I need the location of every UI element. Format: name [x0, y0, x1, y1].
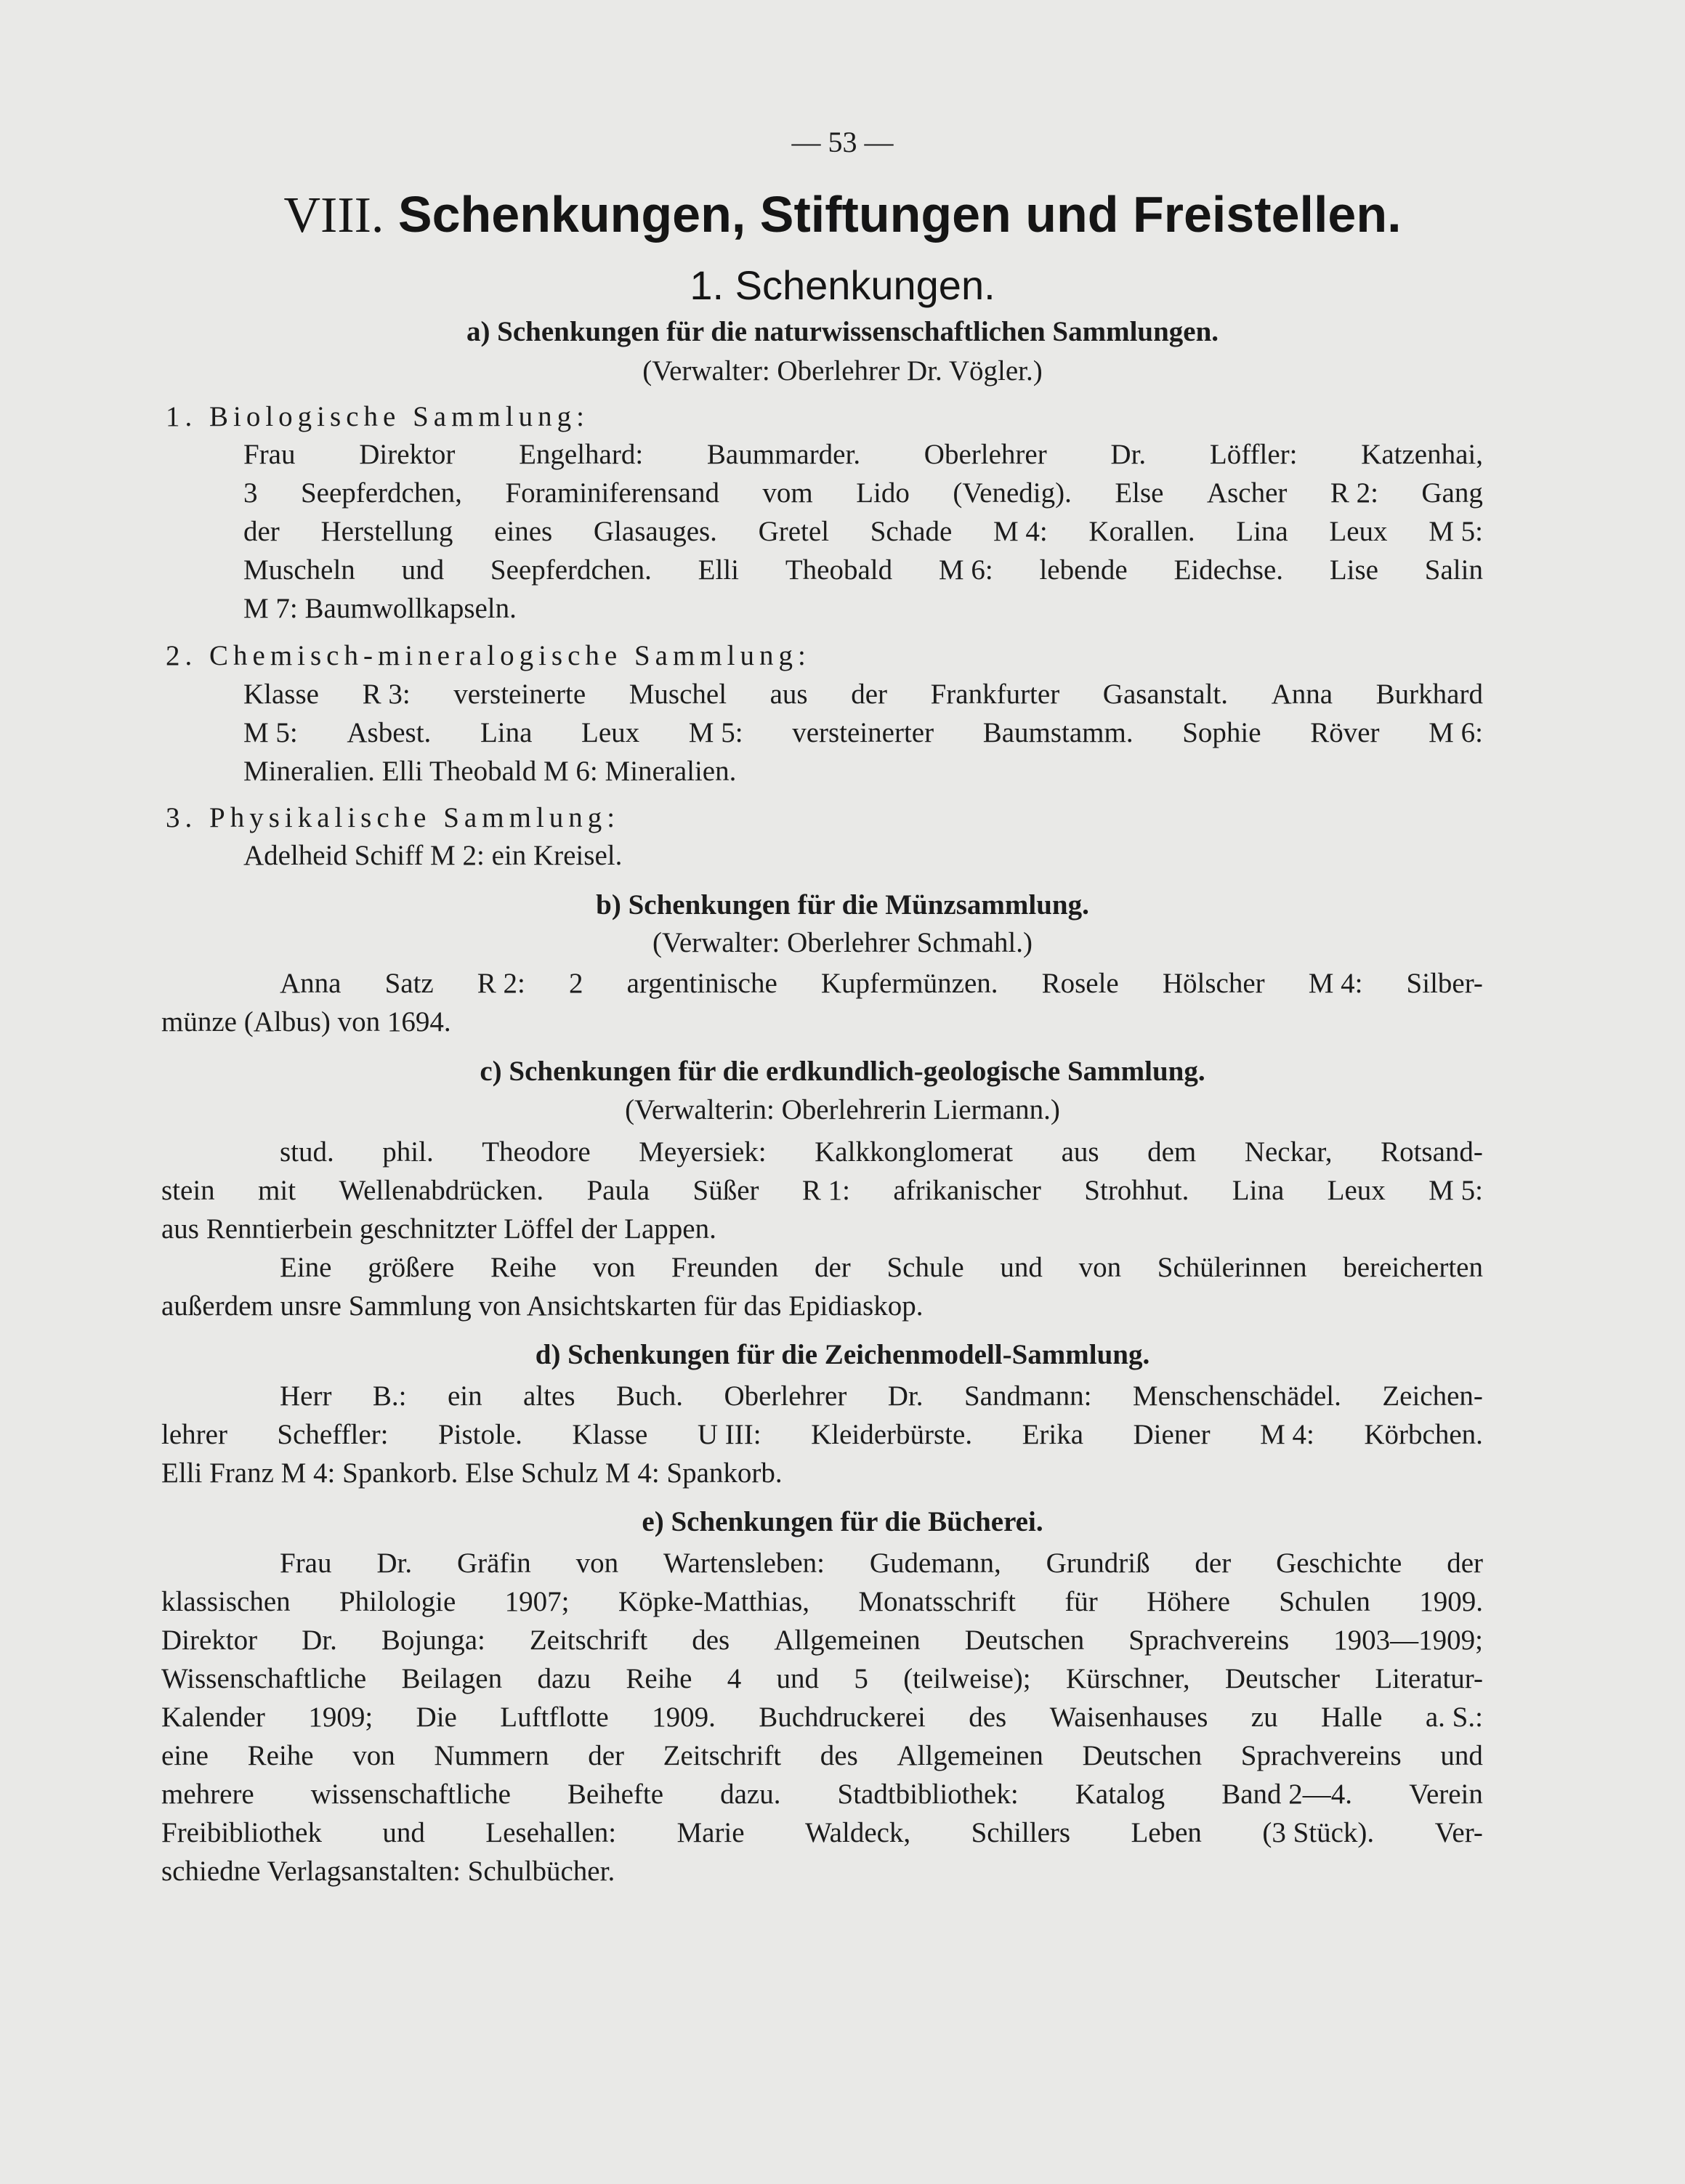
word: Anna [280, 968, 342, 999]
word: klassischen [161, 1586, 291, 1617]
word: Engelhard: [519, 439, 644, 470]
word: Silber- [1406, 968, 1483, 999]
page-number: — 53 — [791, 126, 894, 158]
word: des [969, 1702, 1007, 1733]
word: Kalkkonglomerat [815, 1136, 1014, 1168]
word: Deutschen [1082, 1740, 1203, 1771]
word: 5 [854, 1663, 868, 1694]
word: U III: [697, 1419, 761, 1450]
text-line [161, 1583, 1483, 1621]
word: Beihefte [567, 1779, 664, 1810]
word: Nummern [434, 1740, 549, 1771]
word: Leux [1329, 516, 1388, 547]
word: Buch. [615, 1380, 684, 1412]
word: stein [161, 1175, 215, 1206]
word: Else [1115, 477, 1164, 509]
word: Reihe [247, 1740, 314, 1771]
text-line: Mineralien. Elli Theobald M 6: Mineralien. [243, 756, 737, 787]
word: Diener [1133, 1419, 1211, 1450]
text-line [161, 1776, 1483, 1813]
word: Gudemann, [869, 1548, 1001, 1579]
word: Klasse [243, 679, 319, 710]
word: Kupfermünzen. [820, 968, 998, 999]
word: Halle [1320, 1702, 1383, 1733]
subsection-heading-b: b) Schenkungen für die Münzsammlung. [596, 889, 1089, 921]
text-line: außerdem unsre Sammlung von Ansichtskarten für das Epidiaskop. [161, 1290, 924, 1322]
word: mehrere [161, 1779, 254, 1810]
curator-note-b: (Verwalter: Oberlehrer Schmahl.) [652, 927, 1033, 958]
text-line [243, 513, 1483, 551]
word: M 5: [1429, 1175, 1483, 1206]
word: 3 [243, 477, 258, 509]
word: Anna [1271, 679, 1333, 710]
word: R 2: [477, 968, 525, 999]
text-line [243, 474, 1483, 512]
word: Buchdruckerei [759, 1702, 926, 1733]
word: von [352, 1740, 395, 1771]
word: Leben [1131, 1817, 1202, 1848]
word: Satz [384, 968, 434, 999]
word: Kleiderbürste. [811, 1419, 973, 1450]
word: mit [258, 1175, 296, 1206]
word: des [692, 1625, 730, 1656]
word: Köpke-Matthias, [618, 1586, 810, 1617]
word: Verein [1409, 1779, 1483, 1810]
word: M 4: [1308, 968, 1363, 999]
word: Menschenschädel. [1132, 1380, 1341, 1412]
word: Kürschner, [1065, 1663, 1190, 1694]
word: Dr. [1110, 439, 1147, 470]
word: Wartensleben: [663, 1548, 825, 1579]
word: Seepferdchen. [490, 554, 652, 586]
word: wissenschaftliche [310, 1779, 511, 1810]
word: B.: [372, 1380, 407, 1412]
word: des [820, 1740, 858, 1771]
word: Meyersiek: [639, 1136, 767, 1168]
curator-note-a: (Verwalter: Oberlehrer Dr. Vögler.) [642, 355, 1043, 387]
word: Körbchen. [1364, 1419, 1483, 1450]
word: Allgemeinen [897, 1740, 1043, 1771]
word: Beilagen [401, 1663, 503, 1694]
word: Süßer [692, 1175, 759, 1206]
list-item-label: 1. Biologische Sammlung: [166, 401, 589, 432]
word: a. S.: [1425, 1702, 1483, 1733]
text-line [161, 1622, 1483, 1659]
word: Zeitschrift [529, 1625, 648, 1656]
word: Lise [1329, 554, 1378, 586]
word: aus [769, 679, 808, 710]
word: M 4: [993, 516, 1048, 547]
word: Scheffler: [277, 1419, 389, 1450]
word: Direktor [359, 439, 456, 470]
word: Allgemeinen [774, 1625, 921, 1656]
word: Wellenabdrücken. [339, 1175, 544, 1206]
word: R 3: [362, 679, 411, 710]
text-line [161, 1814, 1483, 1852]
word: Rosele [1041, 968, 1119, 999]
word: M 5: [243, 717, 298, 748]
word: der [851, 679, 888, 710]
word: Hölscher [1162, 968, 1265, 999]
word: Ver- [1434, 1817, 1483, 1848]
word: Röver [1310, 717, 1380, 748]
word: Schulen [1279, 1586, 1370, 1617]
word: Waldeck, [804, 1817, 911, 1848]
word: und [382, 1817, 425, 1848]
word: stud. [280, 1136, 334, 1168]
text-line [280, 1545, 1483, 1582]
word: größere [368, 1252, 455, 1283]
text-line: aus Renntierbein geschnitzter Löffel der Lappen. [161, 1213, 716, 1245]
text-line [280, 965, 1483, 1003]
word: der [243, 516, 280, 547]
word: (teilweise); [903, 1663, 1031, 1694]
word: 1909; [308, 1702, 373, 1733]
subsection-heading-a: a) Schenkungen für die naturwissenschaftlichen Sammlungen. [466, 316, 1219, 347]
subsection-heading-d: d) Schenkungen für die Zeichenmodell-Sammlung. [535, 1339, 1150, 1370]
word: Sandmann: [963, 1380, 1092, 1412]
word: versteinerte [453, 679, 586, 710]
word: Geschichte [1276, 1548, 1402, 1579]
word: Salin [1424, 554, 1483, 586]
word: Dr. [302, 1625, 337, 1656]
word: Waisenhauses [1049, 1702, 1208, 1733]
word: Baummarder. [706, 439, 861, 470]
word: ein [447, 1380, 482, 1412]
word: Sprachvereins [1240, 1740, 1402, 1771]
word: Frau [280, 1548, 332, 1579]
word: M 4: [1260, 1419, 1314, 1450]
word: Stadtbibliothek: [837, 1779, 1019, 1810]
word: Schülerinnen [1157, 1252, 1307, 1283]
word: Rotsand- [1381, 1136, 1483, 1168]
word: Freunden [671, 1252, 779, 1283]
word: vom [762, 477, 813, 509]
word: Marie [676, 1817, 745, 1848]
word: Sophie [1182, 717, 1261, 748]
word: und [1440, 1740, 1483, 1771]
word: Leux [581, 717, 640, 748]
word: Katzenhai, [1361, 439, 1483, 470]
text-line [280, 1133, 1483, 1171]
word: aus [1061, 1136, 1099, 1168]
word: Muschel [629, 679, 727, 710]
word: Muscheln [243, 554, 355, 586]
word: Klasse [572, 1419, 648, 1450]
word: Wissenschaftliche [161, 1663, 367, 1694]
chapter-title: Schenkungen, Stiftungen und Freistellen. [397, 186, 1402, 243]
word: Luftflotte [500, 1702, 609, 1733]
word: Freibibliothek [161, 1817, 322, 1848]
word: Lina [480, 717, 533, 748]
word: Philologie [339, 1586, 456, 1617]
word: (Venedig). [953, 477, 1072, 509]
word: dazu [537, 1663, 591, 1694]
word: der [1447, 1548, 1483, 1579]
word: Monatsschrift [858, 1586, 1016, 1617]
text-line [161, 1699, 1483, 1736]
word: Dr. [887, 1380, 924, 1412]
word: versteinerter [792, 717, 934, 748]
word: Die [416, 1702, 457, 1733]
word: Eine [280, 1252, 332, 1283]
word: Strohhut. [1084, 1175, 1189, 1206]
word: Baumstamm. [982, 717, 1134, 748]
text-line [161, 1416, 1483, 1454]
word: Zeitschrift [663, 1740, 782, 1771]
word: von [592, 1252, 636, 1283]
word: lebende [1039, 554, 1128, 586]
word: Gasanstalt. [1102, 679, 1228, 710]
text-line [243, 436, 1483, 474]
subsection-heading-e: e) Schenkungen für die Bücherei. [642, 1506, 1043, 1537]
word: dazu. [720, 1779, 781, 1810]
word: für [1064, 1586, 1098, 1617]
word: Seepferdchen, [300, 477, 462, 509]
word: dem [1147, 1136, 1197, 1168]
text-line [243, 714, 1483, 752]
word: Lina [1236, 516, 1288, 547]
word: Löffler: [1209, 439, 1298, 470]
word: altes [523, 1380, 575, 1412]
list-item-label: 3. Physikalische Sammlung: [166, 802, 621, 833]
word: der [814, 1252, 851, 1283]
word: Dr. [376, 1548, 413, 1579]
word: M 6: [938, 554, 993, 586]
word: Eidechse. [1173, 554, 1284, 586]
text-line: Elli Franz M 4: Spankorb. Else Schulz M 4: Spankorb. [161, 1457, 783, 1489]
word: von [1078, 1252, 1122, 1283]
word: Deutschen [964, 1625, 1085, 1656]
text-line [243, 551, 1483, 589]
word: Burkhard [1375, 679, 1483, 710]
word: Erika [1022, 1419, 1084, 1450]
text-line [280, 1378, 1483, 1415]
word: Asbest. [347, 717, 432, 748]
text-line [161, 1172, 1483, 1210]
word: Theobald [785, 554, 893, 586]
word: Gretel [758, 516, 830, 547]
word: Leux [1327, 1175, 1386, 1206]
chapter-heading [0, 185, 1685, 245]
word: Oberlehrer [724, 1380, 847, 1412]
word: Herstellung [320, 516, 453, 547]
word: Schule [886, 1252, 964, 1283]
word: Frankfurter [930, 679, 1060, 710]
curator-note-c: (Verwalterin: Oberlehrerin Liermann.) [625, 1094, 1060, 1125]
word: 1903—1909; [1333, 1625, 1483, 1656]
word: eines [494, 516, 553, 547]
word: R 1: [801, 1175, 850, 1206]
text-line [243, 676, 1483, 713]
text-line [280, 1249, 1483, 1287]
word: Ascher [1206, 477, 1288, 509]
word: der [1195, 1548, 1232, 1579]
word: (3 Stück). [1262, 1817, 1375, 1848]
section-title: 1. Schenkungen. [690, 262, 995, 308]
word: bereicherten [1343, 1252, 1483, 1283]
word: Reihe [626, 1663, 692, 1694]
word: Grundriß [1046, 1548, 1150, 1579]
list-item-label: 2. Chemisch-mineralogische Sammlung: [166, 640, 811, 671]
word: 2 [568, 968, 583, 999]
word: eine [161, 1740, 209, 1771]
word: M 5: [688, 717, 743, 748]
word: und [401, 554, 445, 586]
word: 1909. [1419, 1586, 1483, 1617]
word: Lido [856, 477, 910, 509]
word: von [575, 1548, 619, 1579]
text-line [161, 1737, 1483, 1775]
word: 4 [727, 1663, 742, 1694]
word: Lesehallen: [485, 1817, 617, 1848]
word: Frau [243, 439, 296, 470]
word: lehrer [161, 1419, 227, 1450]
word: phil. [382, 1136, 434, 1168]
word: und [1000, 1252, 1043, 1283]
word: Gräfin [456, 1548, 531, 1579]
word: Kalender [161, 1702, 265, 1733]
word: Deutscher [1224, 1663, 1341, 1694]
word: Sprachvereins [1128, 1625, 1290, 1656]
word: Höhere [1147, 1586, 1230, 1617]
chapter-roman-numeral: VIII. [283, 187, 384, 243]
word: Reihe [490, 1252, 557, 1283]
word: der [588, 1740, 625, 1771]
word: Schillers [971, 1817, 1071, 1848]
word: Theodore [482, 1136, 591, 1168]
word: argentinische [626, 968, 777, 999]
word: Korallen. [1088, 516, 1195, 547]
word: Neckar, [1244, 1136, 1333, 1168]
subsection-heading-c: c) Schenkungen für die erdkundlich-geologische Sammlung. [480, 1056, 1205, 1087]
word: Band 2—4. [1221, 1779, 1353, 1810]
word: 1909. [652, 1702, 716, 1733]
text-line [161, 1660, 1483, 1698]
word: M 5: [1429, 516, 1483, 547]
word: Zeichen- [1382, 1380, 1483, 1412]
word: Gang [1421, 477, 1483, 509]
word: Bojunga: [381, 1625, 485, 1656]
word: afrikanischer [893, 1175, 1041, 1206]
word: Oberlehrer [924, 439, 1047, 470]
text-line: M 7: Baumwollkapseln. [243, 593, 517, 624]
word: zu [1250, 1702, 1278, 1733]
text-line: münze (Albus) von 1694. [161, 1006, 451, 1038]
word: Pistole. [437, 1419, 522, 1450]
word: Direktor [161, 1625, 258, 1656]
word: Foraminiferensand [505, 477, 719, 509]
word: Literatur- [1375, 1663, 1483, 1694]
word: Herr [280, 1380, 332, 1412]
text-line: schiedne Verlagsanstalten: Schulbücher. [161, 1856, 615, 1887]
word: Katalog [1075, 1779, 1165, 1810]
text-line: Adelheid Schiff M 2: ein Kreisel. [243, 840, 623, 871]
word: Schade [870, 516, 953, 547]
word: Elli [698, 554, 740, 586]
word: Glasauges. [593, 516, 717, 547]
word: 1907; [504, 1586, 570, 1617]
word: und [776, 1663, 820, 1694]
word: Paula [586, 1175, 650, 1206]
word: R 2: [1330, 477, 1378, 509]
word: M 6: [1429, 717, 1483, 748]
word: Lina [1232, 1175, 1285, 1206]
